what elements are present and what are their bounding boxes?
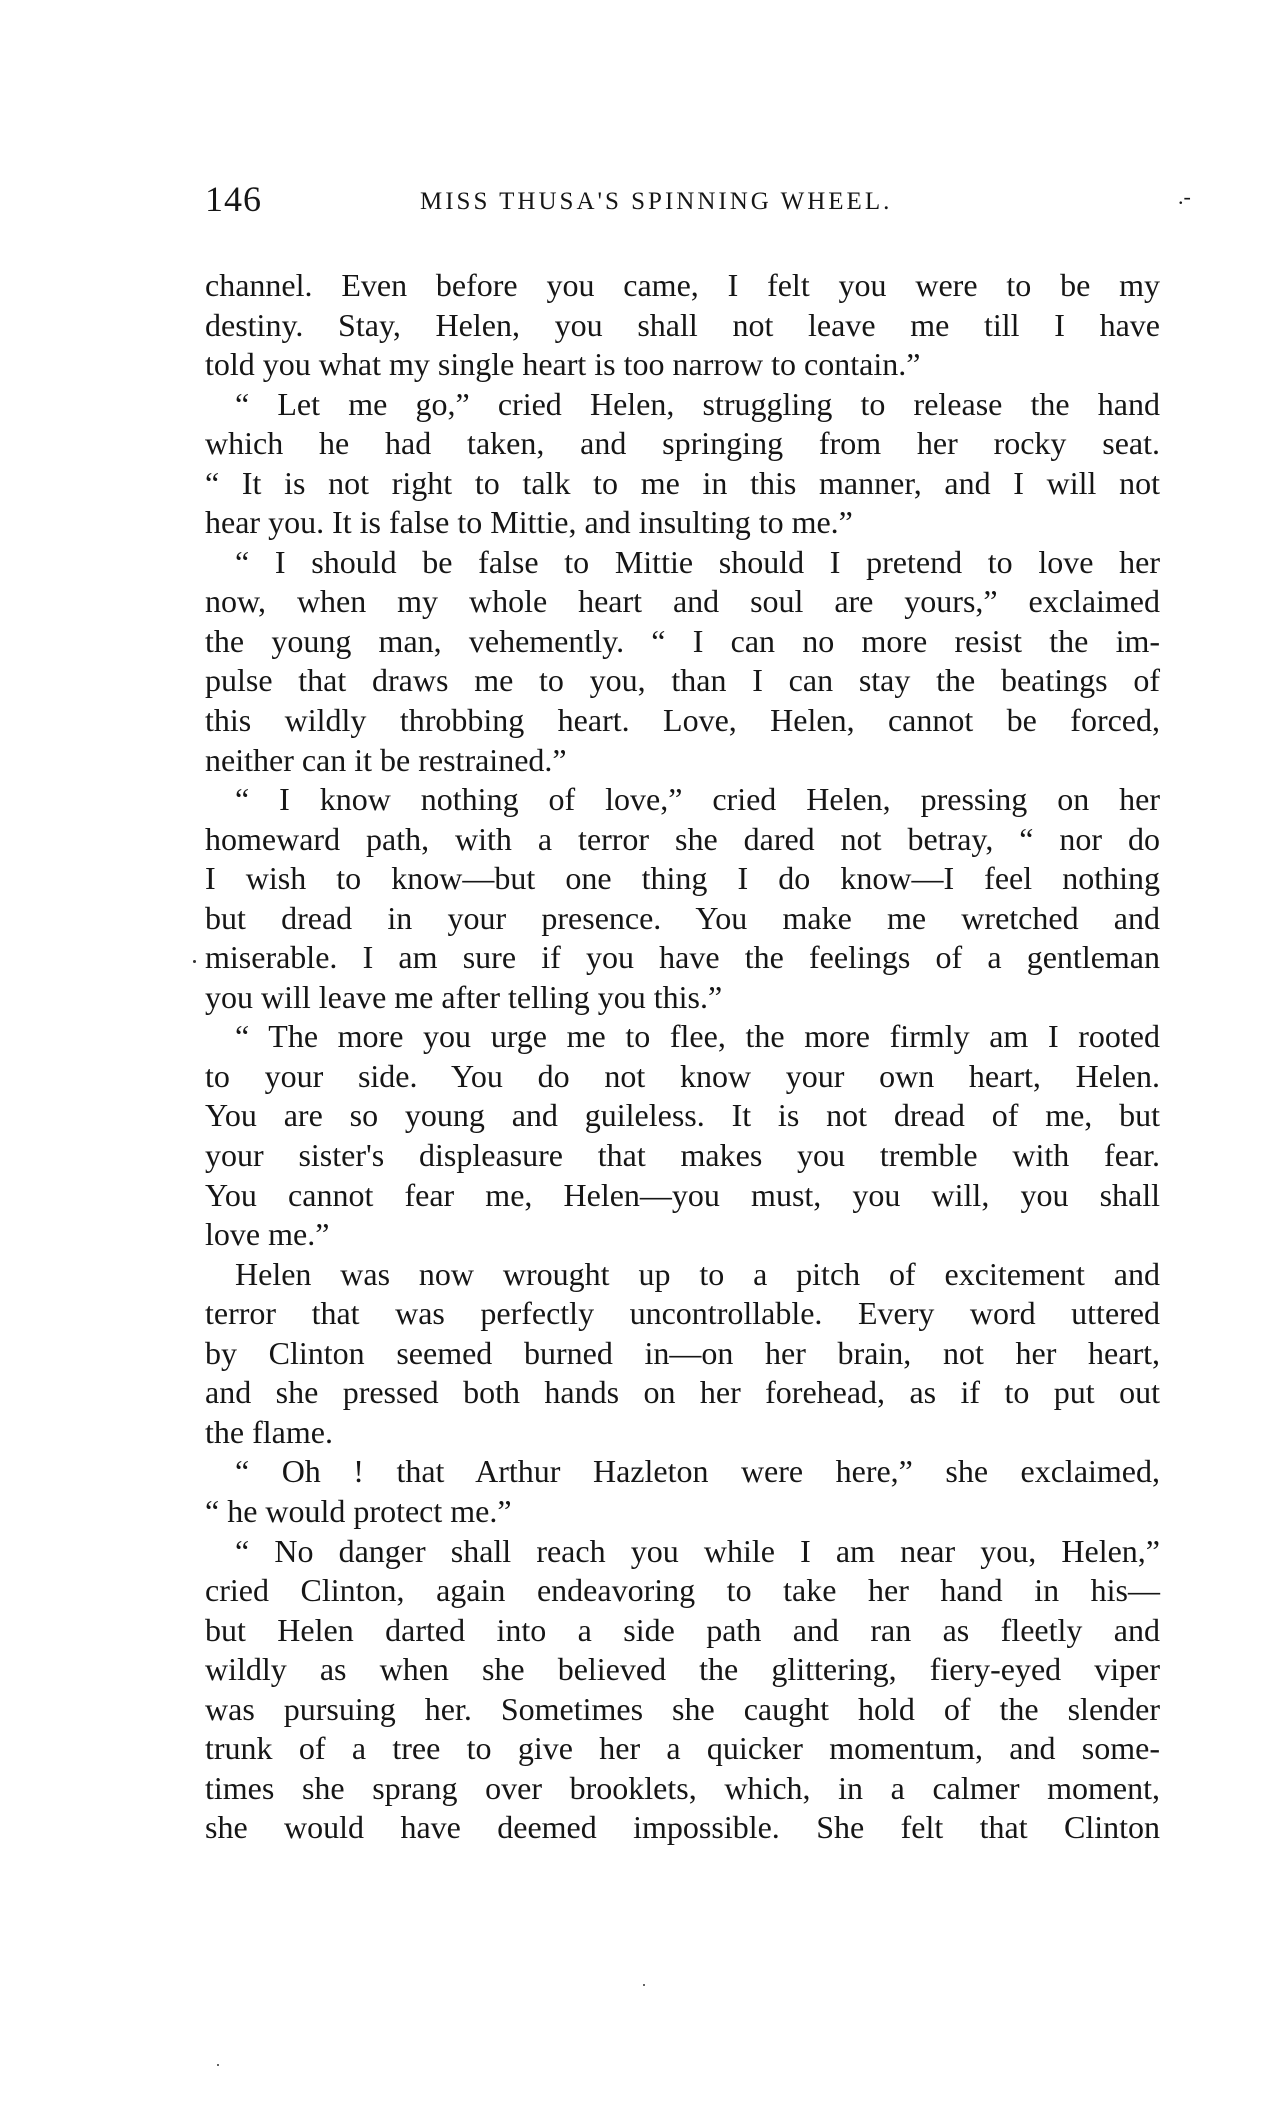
page-number: 146 (205, 179, 262, 219)
text-line: “ he would protect me.” (205, 1492, 512, 1529)
running-title: MISS THUSA'S SPINNING WHEEL. (420, 188, 893, 215)
text-line: you will leave me after telling you this.” (205, 978, 723, 1015)
text-line: “ I should be false to Mittie should I pretend to love her (235, 543, 1160, 580)
corner-mark: .- (1178, 184, 1191, 209)
text-line: the young man, vehemently. “ I can no more resist the im- (205, 622, 1160, 659)
text-line: your sister's displeasure that makes you tremble with fear. (205, 1137, 1160, 1174)
text-line: neither can it be restrained.” (205, 741, 567, 778)
text-line: You cannot fear me, Helen—you must, you will, you shall (205, 1176, 1160, 1213)
text-line: “ No danger shall reach you while I am near you, Helen,” (235, 1532, 1160, 1569)
text-line: the flame. (205, 1413, 333, 1450)
ink-speck (643, 1984, 645, 1986)
text-line: “ I know nothing of love,” cried Helen, pressing on her (235, 781, 1160, 818)
text-line: “ It is not right to talk to me in this manner, and I will not (205, 464, 1160, 501)
text-line: “ Let me go,” cried Helen, struggling to release the hand (235, 385, 1160, 422)
text-line: “ Oh ! that Arthur Hazleton were here,” she exclaimed, (235, 1453, 1160, 1490)
text-line: cried Clinton, again endeavoring to take her hand in his— (205, 1572, 1160, 1609)
text-line: wildly as when she believed the glittering, fiery-eyed viper (205, 1651, 1160, 1688)
text-line: was pursuing her. Sometimes she caught hold of the slender (205, 1690, 1160, 1727)
page-header (205, 178, 1165, 228)
text-line: channel. Even before you came, I felt you were to be my (205, 267, 1160, 303)
text-line: but dread in your presence. You make me wretched and (205, 899, 1160, 936)
text-line: by Clinton seemed burned in—on her brain, not her heart, (205, 1334, 1160, 1371)
text-line: miserable. I am sure if you have the feelings of a gentleman (205, 939, 1160, 976)
text-line: this wildly throbbing heart. Love, Helen, cannot be forced, (205, 702, 1160, 739)
text-line: but Helen darted into a side path and ran as fleetly and (205, 1611, 1160, 1648)
text-line: which he had taken, and springing from her rocky seat. (205, 425, 1160, 462)
text-line: You are so young and guileless. It is not dread of me, but (205, 1097, 1160, 1134)
text-line: homeward path, with a terror she dared not betray, “ nor do (205, 820, 1160, 857)
text-line: now, when my whole heart and soul are yours,” exclaimed (205, 583, 1160, 620)
text-line: hear you. It is false to Mittie, and insulting to me.” (205, 504, 853, 541)
text-line: Helen was now wrought up to a pitch of excitement and (235, 1255, 1160, 1292)
text-line: love me.” (205, 1216, 330, 1253)
text-line: “ The more you urge me to flee, the more firmly am I rooted (235, 1018, 1160, 1055)
text-line: I wish to know—but one thing I do know—I feel nothing (205, 860, 1160, 897)
text-line: times she sprang over brooklets, which, in a calmer moment, (205, 1769, 1160, 1806)
text-line: terror that was perfectly uncontrollable. Every word uttered (205, 1295, 1160, 1332)
text-line: and she pressed both hands on her forehead, as if to put out (205, 1374, 1160, 1411)
body-text (205, 266, 1160, 1848)
ink-speck (193, 960, 196, 963)
text-line: pulse that draws me to you, than I can stay the beatings of (205, 662, 1160, 699)
text-line: destiny. Stay, Helen, you shall not leave me till I have (205, 306, 1160, 343)
text-line: told you what my single heart is too narrow to contain.” (205, 346, 921, 383)
text-line: to your side. You do not know your own heart, Helen. (205, 1057, 1160, 1094)
text-line: she would have deemed impossible. She felt that Clinton (205, 1809, 1160, 1846)
text-line: trunk of a tree to give her a quicker momentum, and some- (205, 1730, 1160, 1767)
ink-speck (217, 2064, 219, 2066)
